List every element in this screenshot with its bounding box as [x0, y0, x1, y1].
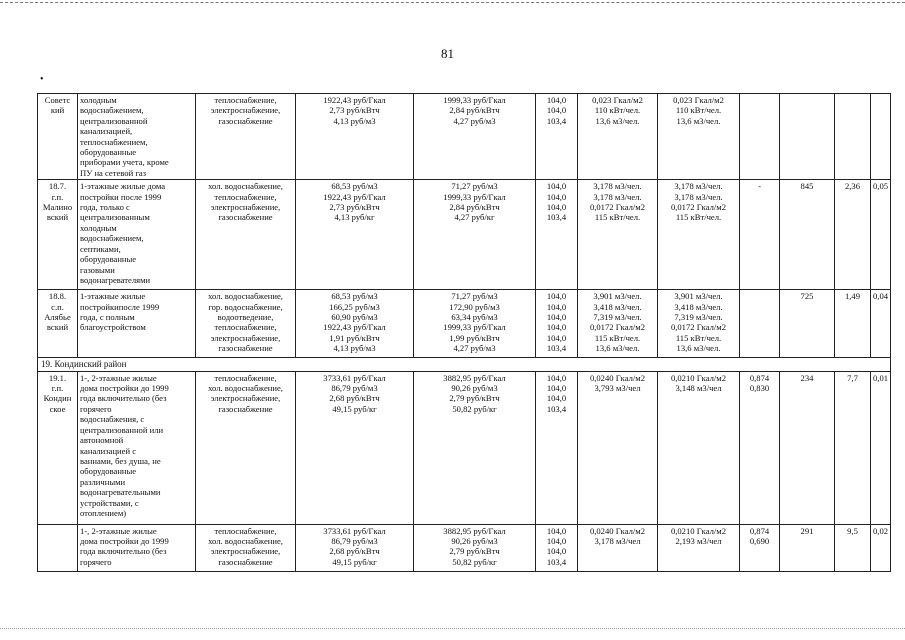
- index-cell: 104,0 104,0 104,0 103,4: [536, 371, 578, 524]
- table-row: [38, 524, 891, 571]
- coef-cell: 0,874 0,690: [740, 524, 780, 571]
- index-cell: 104,0 104,0 103,4: [536, 94, 578, 180]
- share-cell: 9,5: [835, 524, 871, 571]
- share2-cell: 0,02: [871, 524, 891, 571]
- municipality-cell: [38, 524, 78, 571]
- housing-type-cell: 1-этажные жилые дома постройки после 1999 года, только с централизованным холодным водоснабжением, септиками, оборудованные газовыми водонагревателями: [78, 180, 196, 290]
- utilities-cell: теплоснабжение, хол. водоснабжение, электроснабжение, газоснабжение: [196, 371, 296, 524]
- bullet-mark: •: [40, 74, 44, 85]
- norm-new-cell: 3,901 м3/чел. 3,418 м3/чел. 7,319 м3/чел. 0,0172 Гкал/м2 115 кВт/чел. 13,6 м3/чел.: [658, 290, 740, 358]
- tariff-2013-cell: 68,53 руб/м3 1922,43 руб/Гкал 2,73 руб/кВтч 4,13 руб/кг: [296, 180, 414, 290]
- coef-cell: -: [740, 180, 780, 290]
- tariff-2014-cell: 71,27 руб/м3 172,90 руб/м3 63,34 руб/м3 1999,33 руб/Гкал 1,99 руб/кВтч 4,27 руб/м3: [414, 290, 536, 358]
- municipality-cell: 18.8. с.п. Алябье вский: [38, 290, 78, 358]
- municipality-cell: Советс кий: [38, 94, 78, 180]
- population-cell: 234: [780, 371, 835, 524]
- tariff-2014-cell: 3882,95 руб/Гкал 90,26 руб/м3 2,79 руб/кВтч 50,82 руб/кг: [414, 524, 536, 571]
- coef-cell: 0,874 0,830: [740, 371, 780, 524]
- section-header-row: [38, 358, 891, 371]
- share2-cell: [871, 94, 891, 180]
- tariff-2013-cell: 3733,61 руб/Гкал 86,79 руб/м3 2,68 руб/кВтч 49,15 руб/кг: [296, 524, 414, 571]
- housing-type-cell: 1-, 2-этажные жилые дома постройки до 1999 года включительно (без горячего: [78, 524, 196, 571]
- population-cell: 725: [780, 290, 835, 358]
- norm-cell: 3,178 м3/чел. 3,178 м3/чел. 0,0172 Гкал/м2 115 кВт/чел.: [578, 180, 658, 290]
- top-scan-edge: [0, 2, 905, 3]
- share-cell: 2,36: [835, 180, 871, 290]
- population-cell: 845: [780, 180, 835, 290]
- housing-type-cell: 1-этажные жилые постройкипосле 1999 года, с полным благоустройством: [78, 290, 196, 358]
- utilities-cell: хол. водоснабжение, гор. водоснабжение, водоотведение, теплоснабжение, электроснабжение, газоснабжение: [196, 290, 296, 358]
- housing-type-cell: холодным водоснабжением, централизованной канализацией, теплоснабжением, оборудованные приборами учета, кроме ПУ на сетевой газ: [78, 94, 196, 180]
- norm-cell: 0,0240 Гкал/м2 3,178 м3/чел: [578, 524, 658, 571]
- norm-cell: 0,0240 Гкал/м2 3,793 м3/чел: [578, 371, 658, 524]
- table-row: [38, 290, 891, 358]
- page-number: 81: [441, 46, 454, 61]
- utilities-cell: хол. водоснабжение, теплоснабжение, электроснабжение, газоснабжение: [196, 180, 296, 290]
- share2-cell: 0,05: [871, 180, 891, 290]
- utilities-cell: теплоснабжение, хол. водоснабжение, электроснабжение, газоснабжение: [196, 524, 296, 571]
- table-row: [38, 94, 891, 180]
- municipality-cell: 19.1. г.п. Кондин ское: [38, 371, 78, 524]
- table-row: [38, 180, 891, 290]
- bottom-scan-edge: [0, 628, 905, 629]
- norm-new-cell: 0,023 Гкал/м2 110 кВт/чел. 13,6 м3/чел.: [658, 94, 740, 180]
- index-cell: 104,0 104,0 104,0 103,4: [536, 180, 578, 290]
- share-cell: 1,49: [835, 290, 871, 358]
- share-cell: 7,7: [835, 371, 871, 524]
- table-row: [38, 371, 891, 524]
- index-cell: 104,0 104,0 104,0 104,0 104,0 103,4: [536, 290, 578, 358]
- utilities-cell: теплоснабжение, электроснабжение, газоснабжение: [196, 94, 296, 180]
- norm-cell: 0,023 Гкал/м2 110 кВт/чел. 13,6 м3/чел.: [578, 94, 658, 180]
- norm-cell: 3,901 м3/чел. 3,418 м3/чел. 7,319 м3/чел. 0,0172 Гкал/м2 115 кВт/чел. 13,6 м3/чел.: [578, 290, 658, 358]
- share-cell: [835, 94, 871, 180]
- section-title: 19. Кондинский район: [38, 358, 891, 371]
- index-cell: 104,0 104,0 104,0 103,4: [536, 524, 578, 571]
- tariff-2013-cell: 1922,43 руб/Гкал 2,73 руб/кВтч 4,13 руб/м3: [296, 94, 414, 180]
- tariff-table: [37, 93, 891, 572]
- norm-new-cell: 0,0210 Гкал/м2 3,148 м3/чел: [658, 371, 740, 524]
- tariff-2014-cell: 3882,95 руб/Гкал 90,26 руб/м3 2,79 руб/кВтч 50,82 руб/кг: [414, 371, 536, 524]
- tariff-2013-cell: 68,53 руб/м3 166,25 руб/м3 60,90 руб/м3 1922,43 руб/Гкал 1,91 руб/кВтч 4,13 руб/м3: [296, 290, 414, 358]
- share2-cell: 0,04: [871, 290, 891, 358]
- population-cell: [780, 94, 835, 180]
- municipality-cell: 18.7. г.п. Малино вский: [38, 180, 78, 290]
- tariff-2013-cell: 3733,61 руб/Гкал 86,79 руб/м3 2,68 руб/кВтч 49,15 руб/кг: [296, 371, 414, 524]
- housing-type-cell: 1-, 2-этажные жилые дома постройки до 1999 года включительно (без горячего водоснабжения, с централизованной или автономной канализацией с ваннами, без душа, не оборудованные различными водонагревательными устройствами, с отоплением): [78, 371, 196, 524]
- population-cell: 291: [780, 524, 835, 571]
- share2-cell: 0,01: [871, 371, 891, 524]
- tariff-2014-cell: 1999,33 руб/Гкал 2,84 руб/кВтч 4,27 руб/м3: [414, 94, 536, 180]
- coef-cell: [740, 94, 780, 180]
- norm-new-cell: 3,178 м3/чел. 3,178 м3/чел. 0,0172 Гкал/м2 115 кВт/чел.: [658, 180, 740, 290]
- tariff-2014-cell: 71,27 руб/м3 1999,33 руб/Гкал 2,84 руб/кВтч 4,27 руб/кг: [414, 180, 536, 290]
- coef-cell: [740, 290, 780, 358]
- norm-new-cell: 0,0210 Гкал/м2 2,193 м3/чел: [658, 524, 740, 571]
